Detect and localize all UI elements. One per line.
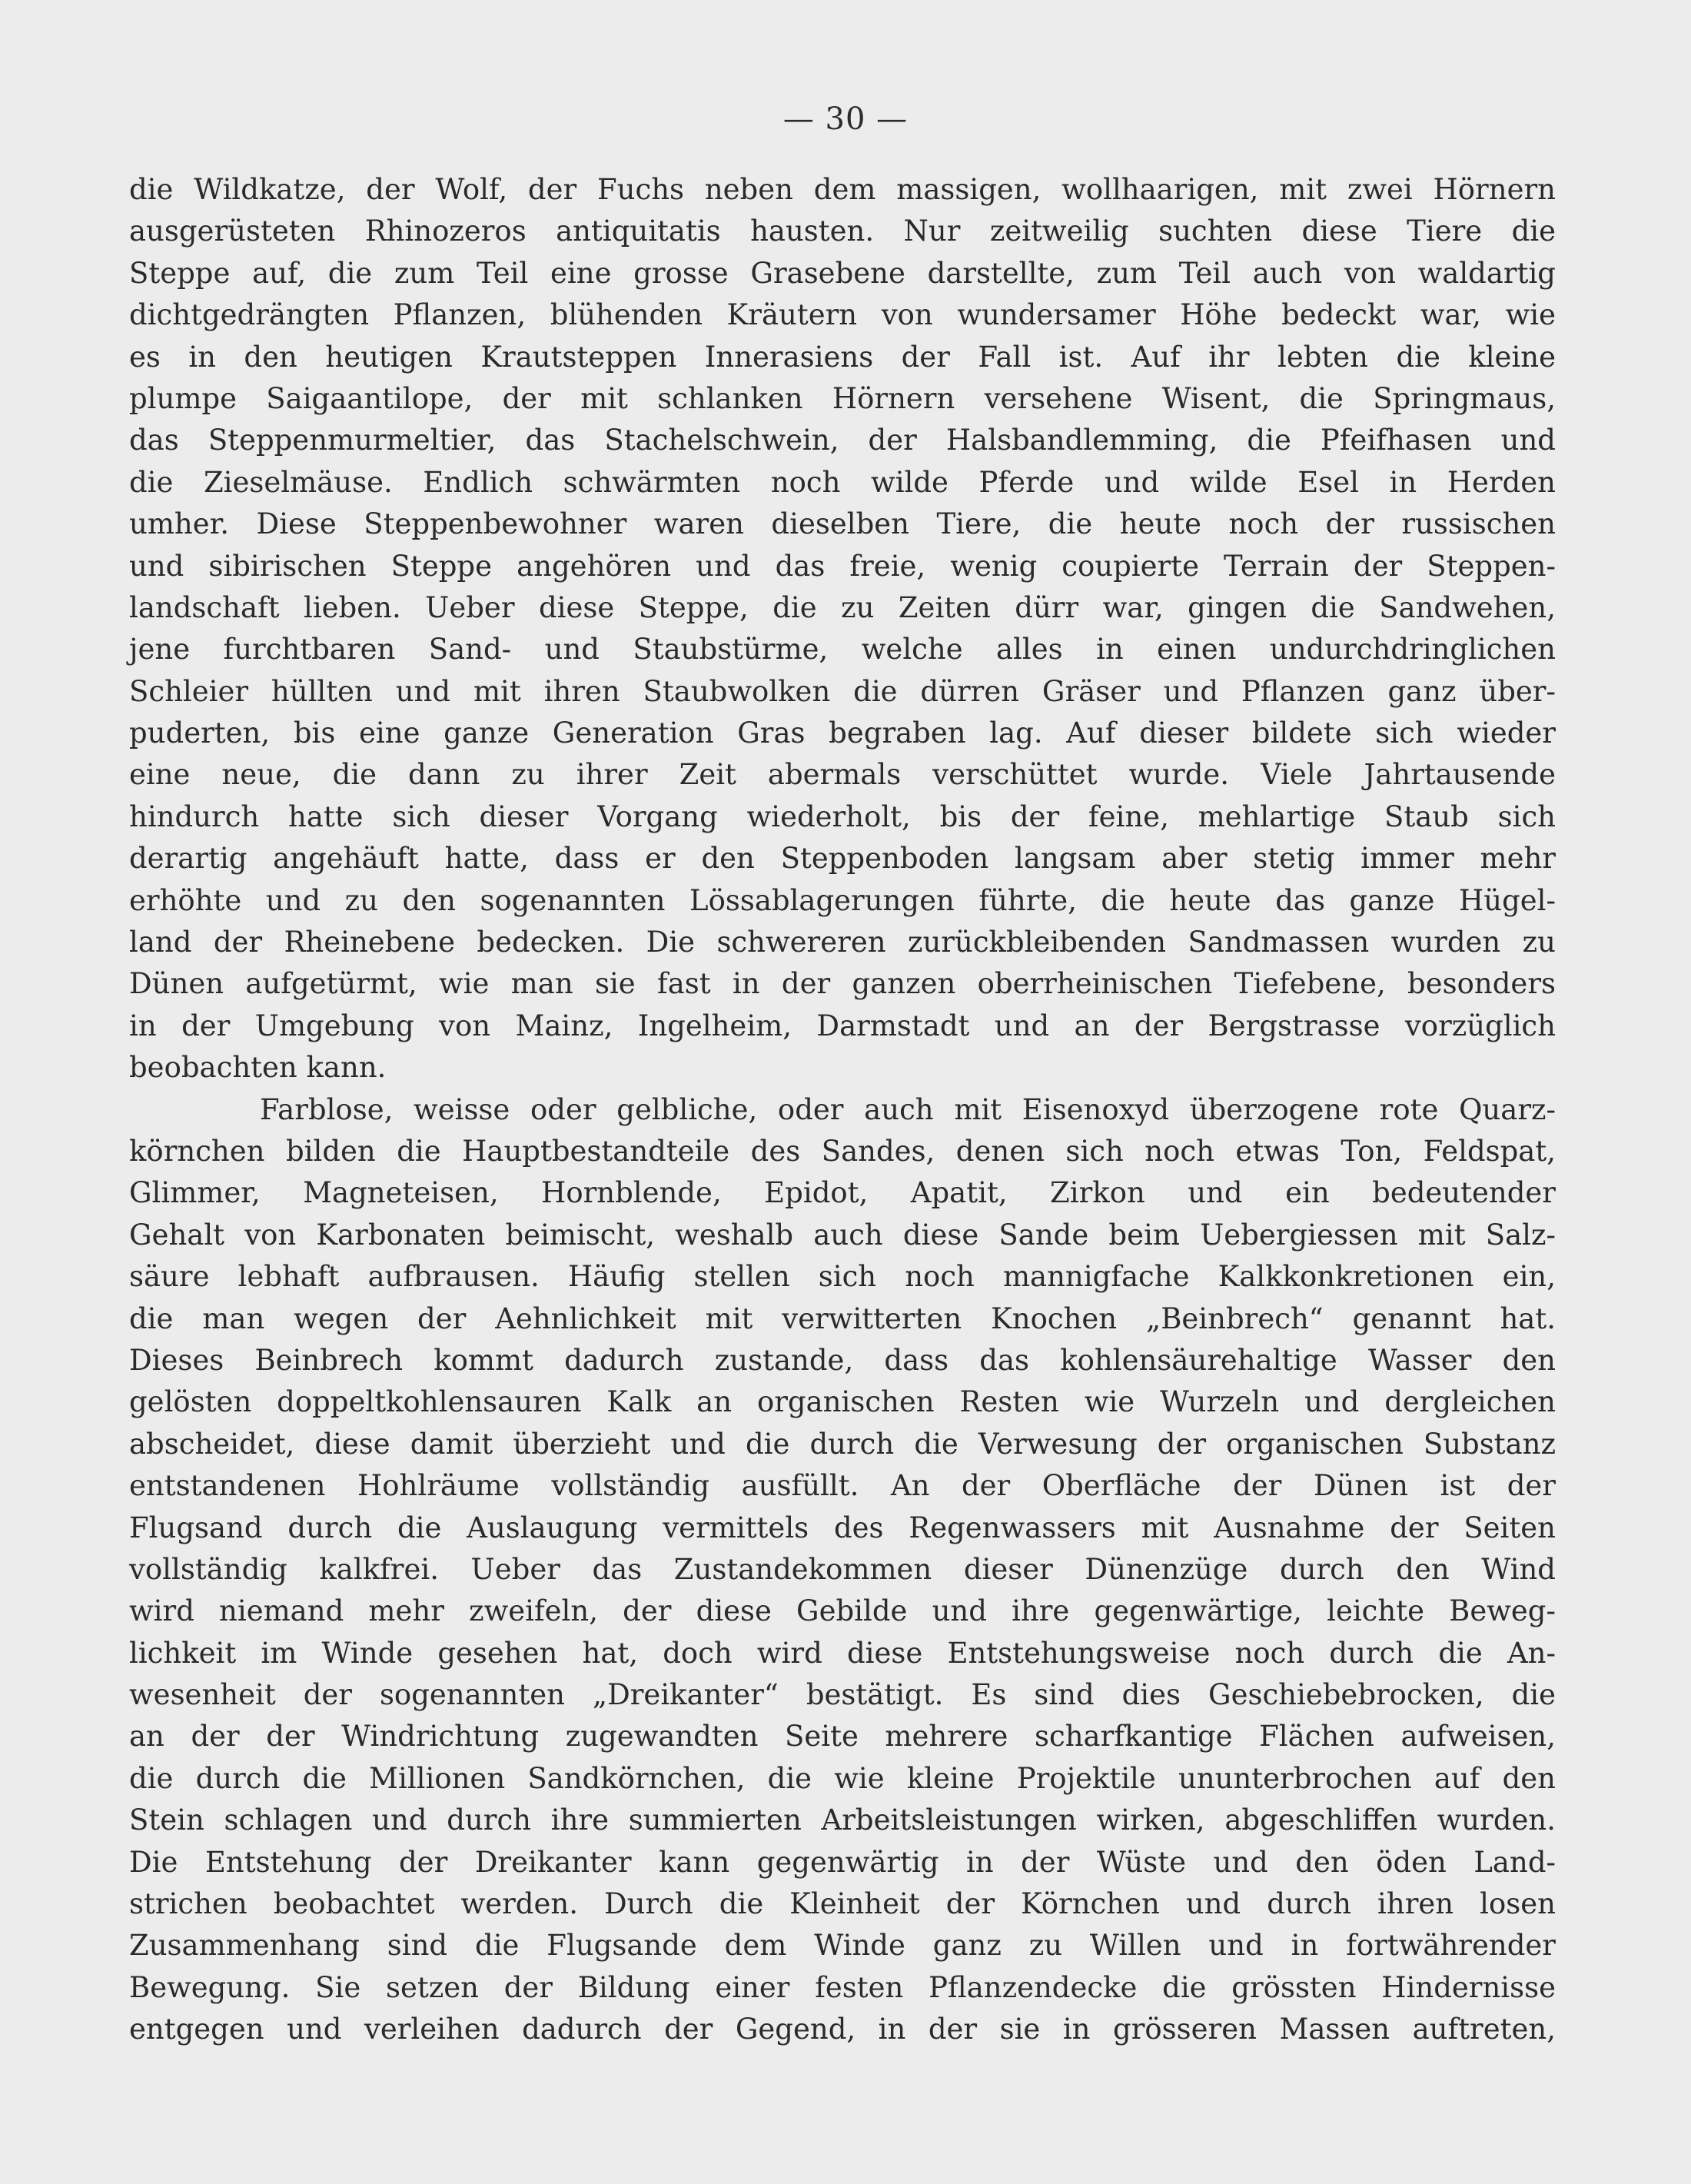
text-line: eine neue, die dann zu ihrer Zeit abermals verschüttet wurde. Viele Jahrtausende <box>129 758 1556 792</box>
text-line: ausgerüsteten Rhinozeros antiquitatis hausten. Nur zeitweilig suchten diese Tiere die <box>129 214 1556 248</box>
text-line: entgegen und verleihen dadurch der Gegend, in der sie in grösseren Massen auftreten, <box>129 2013 1556 2046</box>
text-line: hindurch hatte sich dieser Vorgang wiederholt, bis der feine, mehlartige Staub sich <box>129 799 1556 833</box>
body-text <box>129 169 1556 2051</box>
text-line: umher. Diese Steppenbewohner waren dieselben Tiere, die heute noch der russischen <box>129 507 1556 541</box>
text-line: wird niemand mehr zweifeln, der diese Gebilde und ihre gegenwärtige, leichte Beweg- <box>129 1594 1556 1628</box>
page-number: — 30 — <box>782 101 909 137</box>
text-line: Schleier hüllten und mit ihren Staubwolken die dürren Gräser und Pflanzen ganz über- <box>129 674 1556 708</box>
text-line: Steppe auf, die zum Teil eine grosse Grasebene darstellte, zum Teil auch von waldartig <box>129 256 1556 290</box>
text-line: Gehalt von Karbonaten beimischt, weshalb auch diese Sande beim Uebergiessen mit Salz- <box>129 1218 1556 1252</box>
text-line: Farblose, weisse oder gelbliche, oder auch mit Eisenoxyd überzogene rote Quarz- <box>260 1092 1556 1126</box>
text-line: beobachten kann. <box>129 1051 387 1085</box>
text-line: abscheidet, diese damit überzieht und die durch die Verwesung der organischen Substanz <box>129 1427 1556 1461</box>
text-line: plumpe Saigaantilope, der mit schlanken Hörnern versehene Wisent, die Springmaus, <box>129 381 1556 415</box>
text-line: strichen beobachtet werden. Durch die Kleinheit der Körnchen und durch ihren losen <box>129 1887 1556 1921</box>
paragraph-1 <box>129 169 1556 1089</box>
text-line: puderten, bis eine ganze Generation Gras begraben lag. Auf dieser bildete sich wieder <box>129 716 1556 750</box>
text-line: an der der Windrichtung zugewandten Seite mehrere scharfkantige Flächen aufweisen, <box>129 1720 1556 1754</box>
text-line: dichtgedrängten Pflanzen, blühenden Kräutern von wundersamer Höhe bedeckt war, wie <box>129 298 1556 332</box>
text-line: vollständig kalkfrei. Ueber das Zustandekommen dieser Dünenzüge durch den Wind <box>129 1552 1556 1586</box>
text-line: jene furchtbaren Sand- und Staubstürme, welche alles in einen undurchdringlichen <box>129 633 1556 667</box>
text-line: körnchen bilden die Hauptbestandteile des Sandes, denen sich noch etwas Ton, Feldspat, <box>129 1134 1556 1168</box>
text-line: die Zieselmäuse. Endlich schwärmten noch wilde Pferde und wilde Esel in Herden <box>129 465 1556 499</box>
text-line: die man wegen der Aehnlichkeit mit verwitterten Knochen „Beinbrech“ genannt hat. <box>129 1301 1556 1335</box>
text-line: Dieses Beinbrech kommt dadurch zustande, dass das kohlensäurehaltige Wasser den <box>129 1343 1556 1377</box>
text-line: das Steppenmurmeltier, das Stachelschwein, der Halsbandlemming, die Pfeifhasen und <box>129 424 1556 457</box>
text-line: derartig angehäuft hatte, dass er den Steppenboden langsam aber stetig immer mehr <box>129 842 1556 876</box>
text-line: Dünen aufgetürmt, wie man sie fast in der ganzen oberrheinischen Tiefebene, besonders <box>129 967 1556 1001</box>
text-line: die Wildkatze, der Wolf, der Fuchs neben dem massigen, wollhaarigen, mit zwei Hörnern <box>129 173 1556 206</box>
text-line: entstandenen Hohlräume vollständig ausfüllt. An der Oberfläche der Dünen ist der <box>129 1469 1556 1503</box>
paragraph-2 <box>129 1089 1556 2051</box>
text-line: und sibirischen Steppe angehören und das freie, wenig coupierte Terrain der Steppen- <box>129 549 1556 583</box>
text-line: Bewegung. Sie setzen der Bildung einer festen Pflanzendecke die grössten Hindernisse <box>129 1970 1556 2004</box>
text-line: Glimmer, Magneteisen, Hornblende, Epidot, Apatit, Zirkon und ein bedeutender <box>129 1176 1556 1210</box>
text-line: wesenheit der sogenannten „Dreikanter“ bestätigt. Es sind dies Geschiebebrocken, die <box>129 1678 1556 1712</box>
text-line: die durch die Millionen Sandkörnchen, die wie kleine Projektile ununterbrochen auf den <box>129 1761 1556 1795</box>
text-line: Stein schlagen und durch ihre summierten Arbeitsleistungen wirken, abgeschliffen wurden. <box>129 1803 1556 1837</box>
text-line: säure lebhaft aufbrausen. Häufig stellen sich noch mannigfache Kalkkonkretionen ein, <box>129 1260 1556 1294</box>
text-line: erhöhte und zu den sogenannten Lössablagerungen führte, die heute das ganze Hügel- <box>129 883 1556 917</box>
text-line: land der Rheinebene bedecken. Die schwereren zurückbleibenden Sandmassen wurden zu <box>129 926 1556 959</box>
text-line: es in den heutigen Krautsteppen Innerasiens der Fall ist. Auf ihr lebten die kleine <box>129 340 1556 374</box>
text-line: Flugsand durch die Auslaugung vermittels des Regenwassers mit Ausnahme der Seiten <box>129 1511 1556 1544</box>
text-line: Zusammenhang sind die Flugsande dem Winde ganz zu Willen und in fortwährender <box>129 1929 1556 1963</box>
text-line: lichkeit im Winde gesehen hat, doch wird diese Entstehungsweise noch durch die An- <box>129 1636 1556 1670</box>
text-line: gelösten doppeltkohlensauren Kalk an organischen Resten wie Wurzeln und dergleichen <box>129 1385 1556 1419</box>
text-line: in der Umgebung von Mainz, Ingelheim, Darmstadt und an der Bergstrasse vorzüglich <box>129 1009 1556 1042</box>
text-line: Die Entstehung der Dreikanter kann gegenwärtig in der Wüste und den öden Land- <box>129 1845 1556 1879</box>
text-line: landschaft lieben. Ueber diese Steppe, die zu Zeiten dürr war, gingen die Sandwehen, <box>129 590 1556 624</box>
